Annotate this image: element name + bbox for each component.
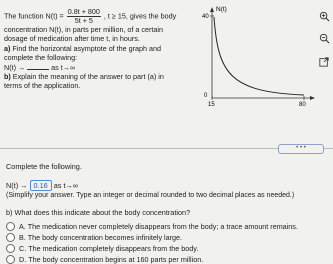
question-text: [4, 8, 204, 91]
function-fraction: [67, 8, 101, 25]
question-part-b: [4, 72, 204, 81]
answer-statement: [6, 180, 328, 191]
option-a-text: The medication never completely disappears from the body; a trace amount remains.: [27, 222, 298, 231]
option-a[interactable]: [6, 222, 298, 231]
option-d-radio[interactable]: [6, 255, 15, 264]
part-a-text: Find the horizontal asymptote of the graph and: [12, 43, 162, 53]
part-b-question: b) What does this indicate about the body concentration?: [6, 208, 191, 217]
option-c-text: The medication completely disappears from the body.: [28, 244, 199, 253]
function-curve: [214, 17, 304, 95]
x-right-tick-label: 80: [299, 102, 306, 108]
option-b-letter: B.: [19, 233, 26, 242]
option-b[interactable]: [6, 233, 182, 242]
option-b-text: The body concentration becomes infinitely large.: [27, 233, 183, 242]
answer-prefix: N(t) →: [6, 181, 28, 190]
y-axis-arrow: [210, 7, 214, 12]
option-b-radio[interactable]: [6, 233, 15, 242]
question-line-2: concentration N(t), in parts per million, of a certain: [4, 25, 163, 34]
complete-instruction: Complete the following.: [6, 162, 82, 171]
part-b-text: Explain the meaning of the answer to part (a) in: [12, 72, 164, 82]
question-line-3: dosage of medication after time t, in hours.: [4, 34, 140, 44]
y-bottom-tick-label: 0: [204, 93, 208, 99]
option-d-text: The body concentration begins at 160 parts per million.: [28, 255, 204, 264]
x-left-tick-label: 15: [208, 102, 215, 108]
blank-line: [27, 63, 49, 70]
option-d-letter: D.: [19, 255, 27, 264]
option-c-radio[interactable]: [6, 244, 15, 253]
question-line-1: [4, 8, 204, 25]
answer-input[interactable]: 0.16: [30, 180, 52, 191]
question-line-8: terms of the application.: [4, 81, 81, 91]
zoom-out-icon[interactable]: [318, 32, 330, 44]
blank-prefix: N(t) →: [4, 62, 26, 72]
y-top-tick-label: 40: [202, 14, 209, 20]
blank-statement: [4, 63, 204, 72]
answer-hint: (Simplify your answer. Type an integer or decimal rounded to two decimal places as needed.): [6, 192, 295, 199]
function-suffix: , t ≥ 15, gives the body: [103, 11, 177, 21]
fraction-numerator: 0.8t + 800: [67, 7, 100, 16]
option-d[interactable]: [6, 255, 203, 264]
fraction-denominator: 5t + 5: [74, 16, 93, 25]
x-axis-arrow: [310, 96, 315, 100]
option-c[interactable]: [6, 244, 198, 253]
external-link-icon[interactable]: [318, 56, 330, 68]
blank-suffix: as t→∞: [51, 62, 76, 72]
more-button[interactable]: • • •: [278, 144, 324, 154]
question-part-a: [4, 44, 204, 53]
zoom-in-icon[interactable]: [318, 10, 330, 22]
answer-suffix: as t→∞: [53, 181, 79, 190]
option-c-letter: C.: [19, 244, 27, 253]
function-prefix: The function N(t) =: [4, 11, 64, 21]
part-a-label: a): [4, 43, 11, 53]
y-axis-label: N(t): [216, 6, 227, 13]
question-line-5: complete the following:: [4, 53, 78, 63]
option-a-letter: A.: [19, 222, 26, 231]
part-b-label: b): [4, 72, 11, 82]
option-a-radio[interactable]: [6, 222, 15, 231]
function-graph: [200, 4, 320, 108]
